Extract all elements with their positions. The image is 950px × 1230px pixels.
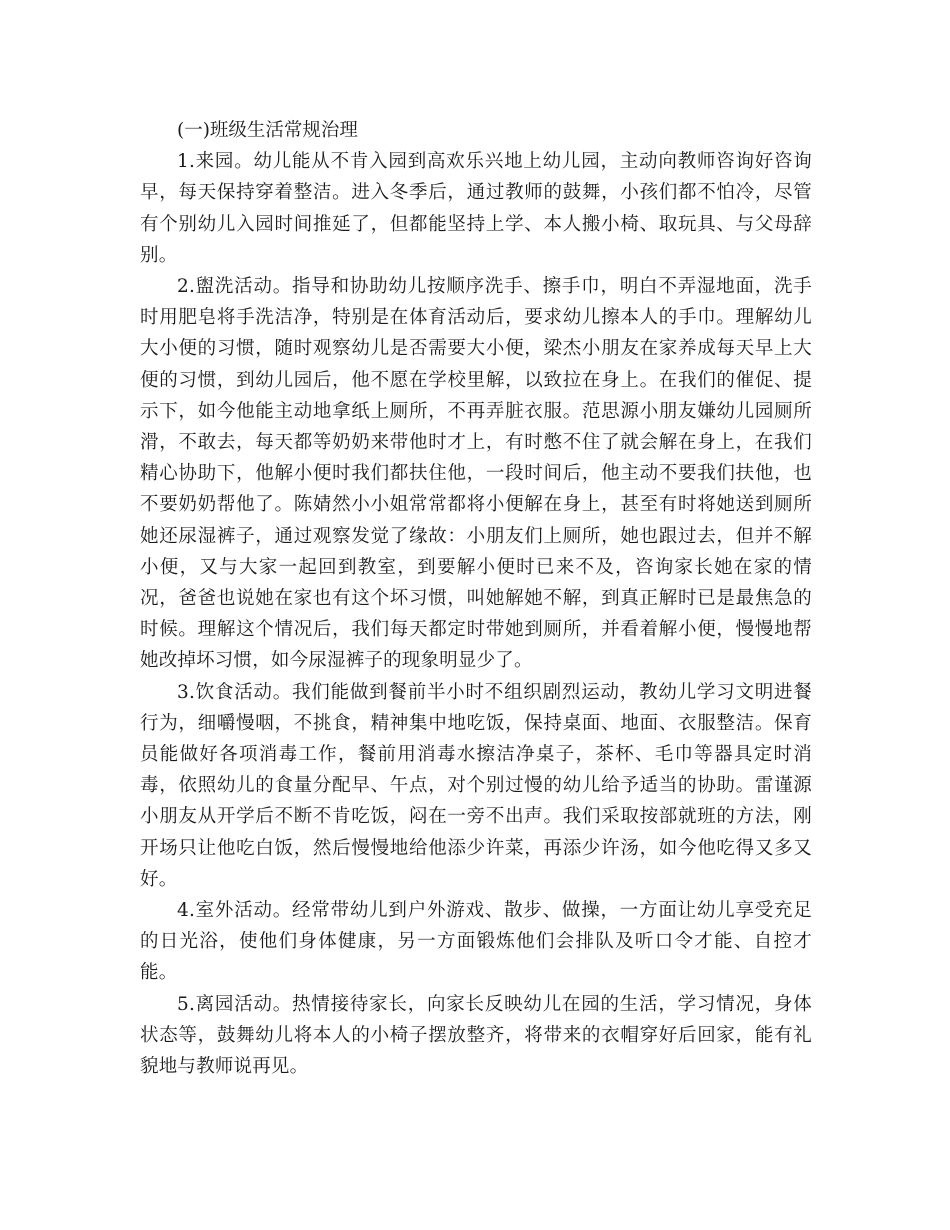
paragraph-washing: 2.盥洗活动。指导和协助幼儿按顺序洗手、擦手巾，明白不弄湿地面，洗手时用肥皂将手洗洁净，特别是在体育活动后，要求幼儿擦本人的手巾。理解幼儿大小便的习惯，随时观察幼儿是否需要大小便，梁杰小朋友在家养成每天早上大便的习惯，到幼儿园后，他不愿在学校里解，以致拉在身上。在我们的催促、提示下，如今他能主动地拿纸上厕所，不再弄脏衣服。范思源小朋友嫌幼儿园厕所滑，不敢去，每天都等奶奶来带他时才上，有时憋不住了就会解在身上，在我们精心协助下，他解小便时我们都扶住他，一段时间后，他主动不要我们扶他，也不要奶奶帮他了。陈婧然小小姐常常都将小便解在身上，甚至有时将她送到厕所她还尿湿裤子，通过观察发觉了缘故：小朋友们上厕所，她也跟过去，但并不解小便，又与大家一起回到教室，到要解小便时已来不及，咨询家长她在家的情况，爸爸也说她在家也有这个坏习惯，叫她解她不解，到真正解时已是最焦急的时候。理解这个情况后，我们每天都定时带她到厕所，并看着解小便，慢慢地帮她改掉坏习惯，如今尿湿裤子的现象明显少了。 [140,276,812,672]
section-heading: (一)班级生活常规治理 [177,120,358,141]
paragraph-arrival: 1.来园。幼儿能从不肯入园到高欢乐兴地上幼儿园，主动向教师咨询好咨询早，每天保持穿着整洁。进入冬季后，通过教师的鼓舞，小孩们都不怕冷，尽管有个别幼儿入园时间推延了，但都能坚持上学、本人搬小椅、取玩具、与父母辞别。 [140,151,812,266]
paragraph-departure: 5.离园活动。热情接待家长，向家长反映幼儿在园的生活，学习情况，身体状态等，鼓舞幼儿将本人的小椅子摆放整齐，将带来的衣帽穿好后回家，能有礼貌地与教师说再见。 [140,993,812,1078]
paragraph-meals: 3.饮食活动。我们能做到餐前半小时不组织剧烈运动，教幼儿学习文明进餐行为，细嚼慢咽，不挑食，精神集中地吃饭，保持桌面、地面、衣服整洁。保育员能做好各项消毒工作，餐前用消毒水擦洁净桌子，茶杯、毛巾等器具定时消毒，依照幼儿的食量分配早、午点，对个别过慢的幼儿给予适当的协助。雷谨源小朋友从开学后不断不肯吃饭，闷在一旁不出声。我们采取按部就班的方法，刚开场只让他吃白饭，然后慢慢地给他添少许菜，再添少许汤，如今他吃得又多又好。 [140,681,812,890]
paragraph-outdoor: 4.室外活动。经常带幼儿到户外游戏、散步、做操，一方面让幼儿享受充足的日光浴，使他们身体健康，另一方面锻炼他们会排队及听口令才能、自控才能。 [140,900,812,984]
document-page [140,115,812,1082]
